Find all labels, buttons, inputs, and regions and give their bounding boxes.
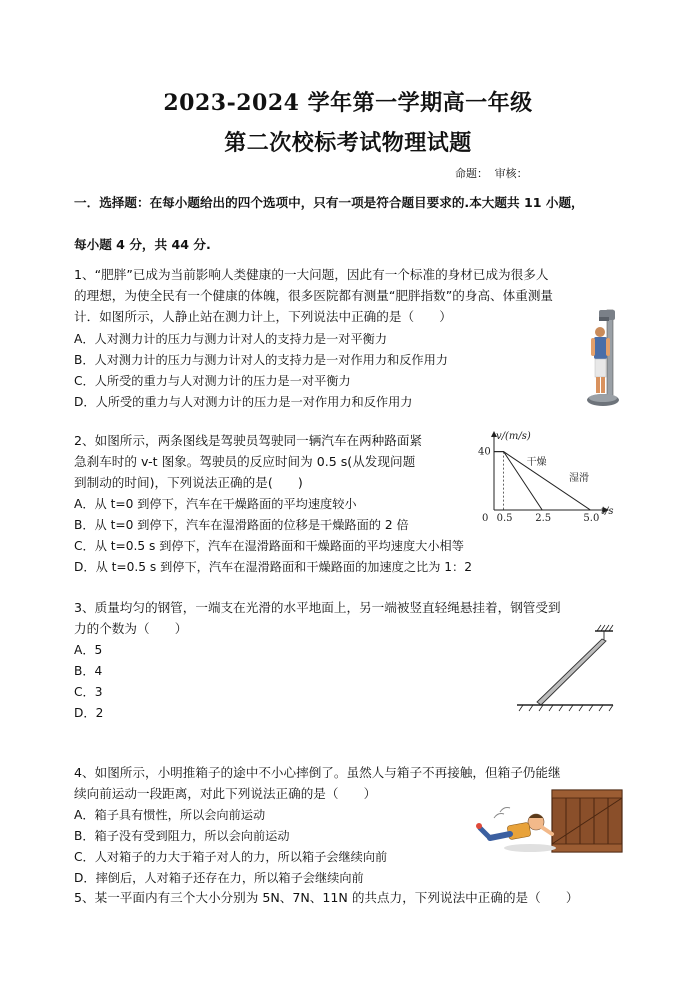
question-2-option-d: D．从 t=0.5 s 到停下，汽车在湿滑路面和干燥路面的加速度之比为 1：2: [74, 560, 472, 574]
vt-graph: [472, 428, 612, 526]
question-2-line: 到制动的时间)，下列说法正确的是( ): [74, 475, 303, 490]
question-3-option-b: B．4: [74, 664, 103, 678]
question-1-line: 的理想，为使全民有一个健康的体魄，很多医院都有测量“肥胖指数”的身高、体重测量: [74, 288, 554, 303]
boy-and-crate-figure: [474, 788, 624, 856]
question-4-line: 续向前运动一段距离，对此下列说法正确的是（ ）: [74, 786, 377, 801]
x-tick-label: 5.0: [583, 513, 600, 524]
x-axis-label: t/s: [601, 506, 614, 517]
question-1-line: 计．如图所示，人静止站在测力计上，下列说法中正确的是（ ）: [74, 309, 452, 324]
question-5-line: 5、某一平面内有三个大小分别为 5N、7N、11N 的共点力，下列说法中正确的是（ ）: [74, 890, 579, 905]
question-4-line: 4、如图所示，小明推箱子的途中不小心摔倒了。虽然人与箱子不再接触，但箱子仍能继: [74, 765, 561, 780]
series-label: 干燥: [526, 456, 547, 468]
height-weight-scale-figure: [585, 308, 625, 410]
section-heading-line1: 一．选择题：在每小题给出的四个选项中，只有一项是符合题目要求的.本大题共 11 小题，: [74, 195, 584, 210]
question-3-option-d: D．2: [74, 706, 104, 720]
question-2-option-a: A．从 t=0 到停下，汽车在干燥路面的平均速度较小: [74, 497, 357, 511]
question-2-option-b: B．从 t=0 到停下，汽车在湿滑路面的位移是干燥路面的 2 倍: [74, 518, 409, 532]
question-3-line: 力的个数为（ ）: [74, 621, 188, 636]
series-label: 湿滑: [569, 472, 589, 484]
question-3-line: 3、质量均匀的钢管，一端支在光滑的水平地面上，另一端被竖直轻绳悬挂着，钢管受到: [74, 600, 561, 615]
question-1-line: 1、“肥胖”已成为当前影响人类健康的一大问题，因此有一个标准的身材已成为很多人: [74, 267, 549, 282]
question-4-option-c: C．人对箱子的力大于箱子对人的力，所以箱子会继续向前: [74, 850, 388, 864]
section-heading-line2: 每小题 4 分，共 44 分.: [74, 237, 211, 252]
question-4-option-b: B．箱子没有受到阻力，所以会向前运动: [74, 829, 290, 843]
author-reviewer-line: 命题： 审核：: [455, 167, 528, 180]
question-1-option-a: A．人对测力计的压力与测力计对人的支持力是一对平衡力: [74, 332, 388, 346]
exam-title-line2: 第二次校标考试物理试题: [224, 130, 472, 156]
exam-title-line1: 2023-2024 学年第一学期高一年级: [163, 90, 533, 116]
x-tick-label: 2.5: [535, 513, 552, 524]
y-axis-label: v/(m/s): [496, 431, 531, 442]
x-tick-label: 0.5: [496, 513, 513, 524]
question-1-option-d: D．人所受的重力与人对测力计的压力是一对作用力和反作用力: [74, 395, 413, 409]
question-1-option-b: B．人对测力计的压力与测力计对人的支持力是一对作用力和反作用力: [74, 353, 448, 367]
x-tick-label: 0: [482, 513, 489, 524]
question-2-line: 急刹车时的 v-t 图象。驾驶员的反应时间为 0.5 s(从发现问题: [74, 454, 416, 469]
question-2-option-c: C．从 t=0.5 s 到停下，汽车在湿滑路面和干燥路面的平均速度大小相等: [74, 539, 464, 553]
steel-pipe-figure: [515, 625, 615, 717]
question-4-option-d: D．摔倒后，人对箱子还存在力，所以箱子会继续向前: [74, 871, 364, 885]
question-4-option-a: A．箱子具有惯性，所以会向前运动: [74, 808, 266, 822]
question-3-option-c: C．3: [74, 685, 103, 699]
y-tick-label: 40: [478, 446, 491, 458]
question-3-option-a: A．5: [74, 643, 103, 657]
question-1-option-c: C．人所受的重力与人对测力计的压力是一对平衡力: [74, 374, 351, 388]
question-2-line: 2、如图所示，两条图线是驾驶员驾驶同一辆汽车在两种路面紧: [74, 433, 423, 448]
